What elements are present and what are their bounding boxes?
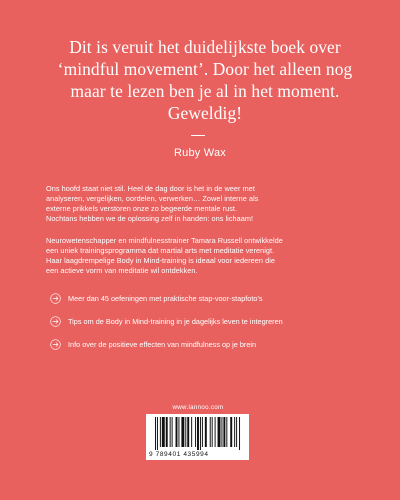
feature-list xyxy=(50,293,370,362)
barcode-bar xyxy=(166,417,168,447)
barcode-bar xyxy=(187,417,189,447)
barcode-bar xyxy=(157,417,158,450)
paragraph-line: Ons hoofd staat niet stil. Heel de dag door is het in de weer met xyxy=(46,184,255,193)
barcode-bar xyxy=(170,417,171,447)
barcode-bar xyxy=(234,417,235,447)
quote-line: ‘mindful movement’. Door het alleen nog xyxy=(57,59,353,79)
barcode-bar xyxy=(191,417,192,447)
barcode-bar xyxy=(239,417,240,450)
barcode-bar xyxy=(202,417,203,447)
barcode-bar xyxy=(215,417,216,447)
paragraph-line: Nochtans hebben we de oplossing zelf in handen: ons lichaam! xyxy=(46,214,254,223)
barcode-bar xyxy=(195,417,196,447)
description-paragraph xyxy=(46,184,346,224)
publisher-website: www.lannoo.com xyxy=(172,404,224,411)
list-item-text: Tips om de Body in Mind-training in je dagelijks leven te integreren xyxy=(68,317,283,326)
barcode-icon xyxy=(155,417,241,450)
barcode-bar xyxy=(226,417,227,447)
list-item xyxy=(50,293,370,304)
description-paragraph xyxy=(46,236,346,276)
quote-divider xyxy=(191,135,205,136)
barcode-bar xyxy=(185,417,186,447)
barcode-bar xyxy=(210,417,211,447)
barcode-bar xyxy=(155,417,156,450)
paragraph-line: analyseren, vergelijken, oordelen, verwerken… Zowel interne als xyxy=(46,194,259,203)
quote-author: Ruby Wax xyxy=(174,147,226,159)
barcode-bar xyxy=(212,417,213,447)
paragraph-line: Neurowetenschapper en mindfulnesstrainer Tamara Russell ontwikkelde xyxy=(46,236,283,245)
arrow-circle-icon xyxy=(50,339,61,350)
paragraph-line: een actieve vorm van meditatie wil ontdekken. xyxy=(46,266,198,275)
barcode-bar xyxy=(218,417,221,447)
list-item xyxy=(50,339,370,350)
arrow-circle-icon xyxy=(50,293,61,304)
barcode-bar xyxy=(221,417,222,447)
barcode-bar xyxy=(162,417,165,447)
arrow-circle-icon xyxy=(50,316,61,327)
barcode-bar xyxy=(178,417,179,447)
barcode-bar xyxy=(205,417,207,447)
list-item xyxy=(50,316,370,327)
barcode-bar xyxy=(200,417,201,450)
paragraph-line: Haar laagdrempelige Body in Mind-training is ideaal voor iedereen die xyxy=(46,256,275,265)
barcode-bar xyxy=(176,417,178,447)
barcode-bar xyxy=(181,417,184,447)
barcode-bar xyxy=(197,417,199,450)
isbn-number: 9 789401 435994 xyxy=(149,451,209,458)
list-item-text: Meer dan 45 oefeningen met praktische stap-voor-stapfoto’s xyxy=(68,294,263,303)
barcode-bar xyxy=(230,417,232,447)
barcode xyxy=(146,414,249,460)
barcode-bar xyxy=(223,417,225,447)
barcode-bar xyxy=(236,417,237,447)
paragraph-line: een uniek trainingsprogramma dat martial arts met meditatie verenigt. xyxy=(46,246,275,255)
paragraph-line: externe prikkels verstoren onze zo begeerde mentale rust. xyxy=(46,204,238,213)
barcode-bar xyxy=(160,417,161,447)
quote-line: Geweldig! xyxy=(167,103,243,123)
barcode-bar xyxy=(172,417,173,447)
quote-line: maar te lezen ben je al in het moment. xyxy=(70,81,340,101)
quote-line: Dit is veruit het duidelijkste boek over xyxy=(69,37,341,57)
endorsement-quote xyxy=(45,36,365,124)
list-item-text: Info over de positieve effecten van mindfulness op je brein xyxy=(68,340,257,349)
